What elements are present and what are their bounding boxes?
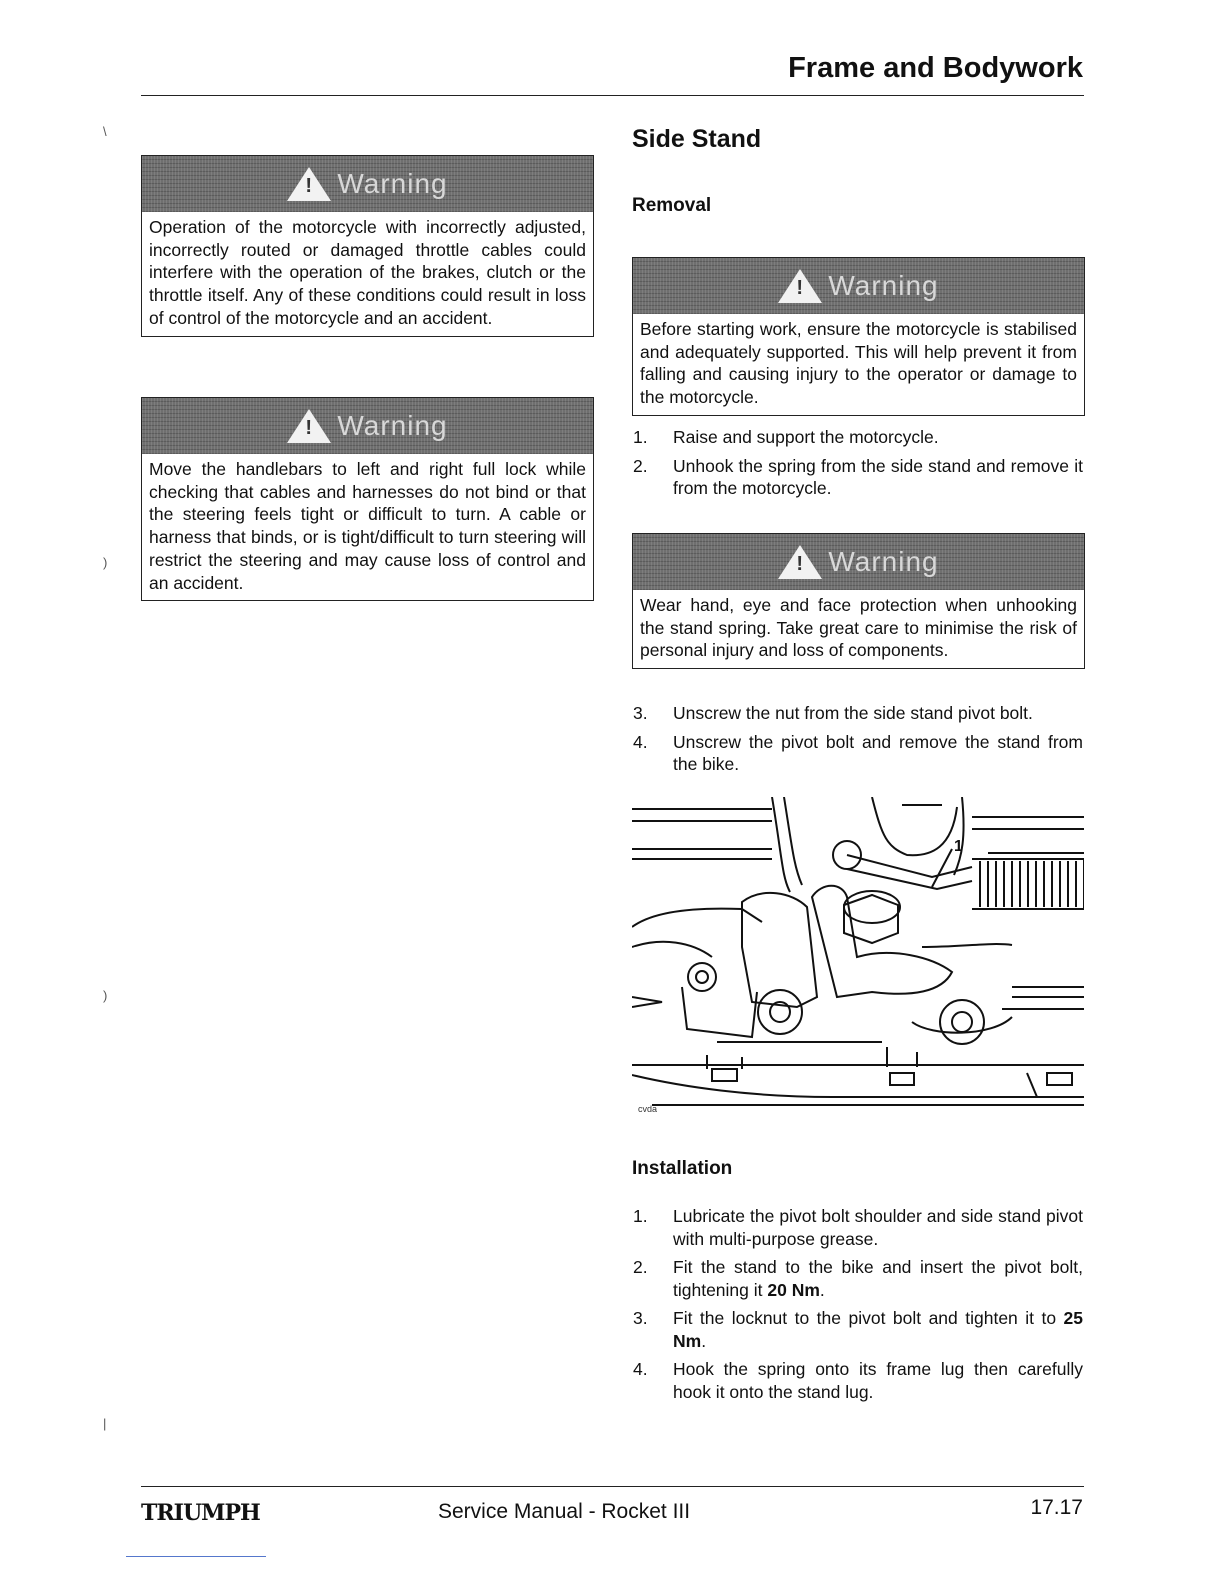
- list-item: 3. Fit the locknut to the pivot bolt and tighten it to 25 Nm.: [633, 1308, 1083, 1351]
- list-item: 4. Unscrew the pivot bolt and remove the stand from the bike.: [633, 731, 1083, 774]
- warning-label: Warning: [337, 410, 448, 441]
- warning-text: Wear hand, eye and face protection when unhooking the stand spring. Take great care to minimise the risk of personal injury and loss of components.: [640, 595, 1077, 661]
- warning-triangle-icon: !: [287, 409, 331, 443]
- warning-text: Operation of the motorcycle with incorrectly adjusted, incorrectly routed or damaged throttle cables could interfere with the operation of the brakes, clutch or the throttle itself. Any of these conditions could result in loss of control of the motorcycle and an accident.: [149, 217, 586, 328]
- warning-triangle-icon: !: [778, 545, 822, 579]
- list-item: 3. Unscrew the nut from the side stand pivot bolt.: [633, 703, 1033, 723]
- list-item: 1. Lubricate the pivot bolt shoulder and side stand pivot with multi-purpose grease.: [633, 1206, 1083, 1249]
- removal-steps-a: [633, 426, 1083, 506]
- figure-code: cvda: [638, 1104, 658, 1114]
- warning-label: Warning: [337, 168, 448, 199]
- warning-banner: [633, 258, 1084, 314]
- list-item: 2. Fit the stand to the bike and insert the pivot bolt, tightening it 20 Nm.: [633, 1257, 1083, 1300]
- triumph-logo: TRIUMPH: [141, 1500, 260, 1526]
- warning-text: Move the handlebars to left and right full lock while checking that cables and harnesses do not bind or that the steering feels tight or difficult to turn. A cable or harness that binds, or is tight/difficult to turn steering will restrict the steering and may cause loss of control and an accident.: [149, 459, 586, 593]
- removal-steps-b: [633, 702, 1083, 782]
- margin-mark: \: [103, 124, 107, 139]
- section-title: Side Stand: [632, 125, 762, 153]
- header-divider: [141, 95, 1084, 96]
- warning-box-handlebars: [141, 397, 594, 601]
- margin-mark: ): [103, 555, 108, 570]
- page-header-title: Frame and Bodywork: [788, 52, 1083, 84]
- list-item: 1. Raise and support the motorcycle.: [633, 427, 939, 447]
- warning-label: Warning: [828, 546, 939, 577]
- warning-banner: [142, 398, 593, 454]
- warning-banner: [142, 156, 593, 212]
- warning-text: Before starting work, ensure the motorcycle is stabilised and adequately supported. This will help prevent it from falling and causing injury to the operator or damage to the motorcycle.: [640, 319, 1077, 408]
- side-stand-illustration: [632, 797, 1084, 1117]
- margin-mark: ): [103, 988, 108, 1003]
- footer-link-underline: [126, 1556, 266, 1557]
- warning-box-support: [632, 257, 1085, 416]
- warning-triangle-icon: !: [778, 269, 822, 303]
- page-number: 17.17: [1030, 1496, 1083, 1519]
- footer-manual-title: Service Manual - Rocket III: [438, 1500, 691, 1523]
- installation-steps: [633, 1205, 1083, 1409]
- warning-banner: [633, 534, 1084, 590]
- margin-mark: |: [103, 1416, 107, 1431]
- footer-divider: [141, 1486, 1084, 1487]
- removal-heading: Removal: [632, 195, 712, 216]
- warning-box-protection: [632, 533, 1085, 669]
- figure-callout: 1: [954, 838, 963, 855]
- warning-box-throttle-cables: [141, 155, 594, 337]
- list-item: 2. Unhook the spring from the side stand and remove it from the motorcycle.: [633, 455, 1083, 498]
- warning-triangle-icon: !: [287, 167, 331, 201]
- warning-label: Warning: [828, 270, 939, 301]
- installation-heading: Installation: [632, 1158, 733, 1179]
- list-item: 4. Hook the spring onto its frame lug then carefully hook it onto the stand lug.: [633, 1359, 1083, 1402]
